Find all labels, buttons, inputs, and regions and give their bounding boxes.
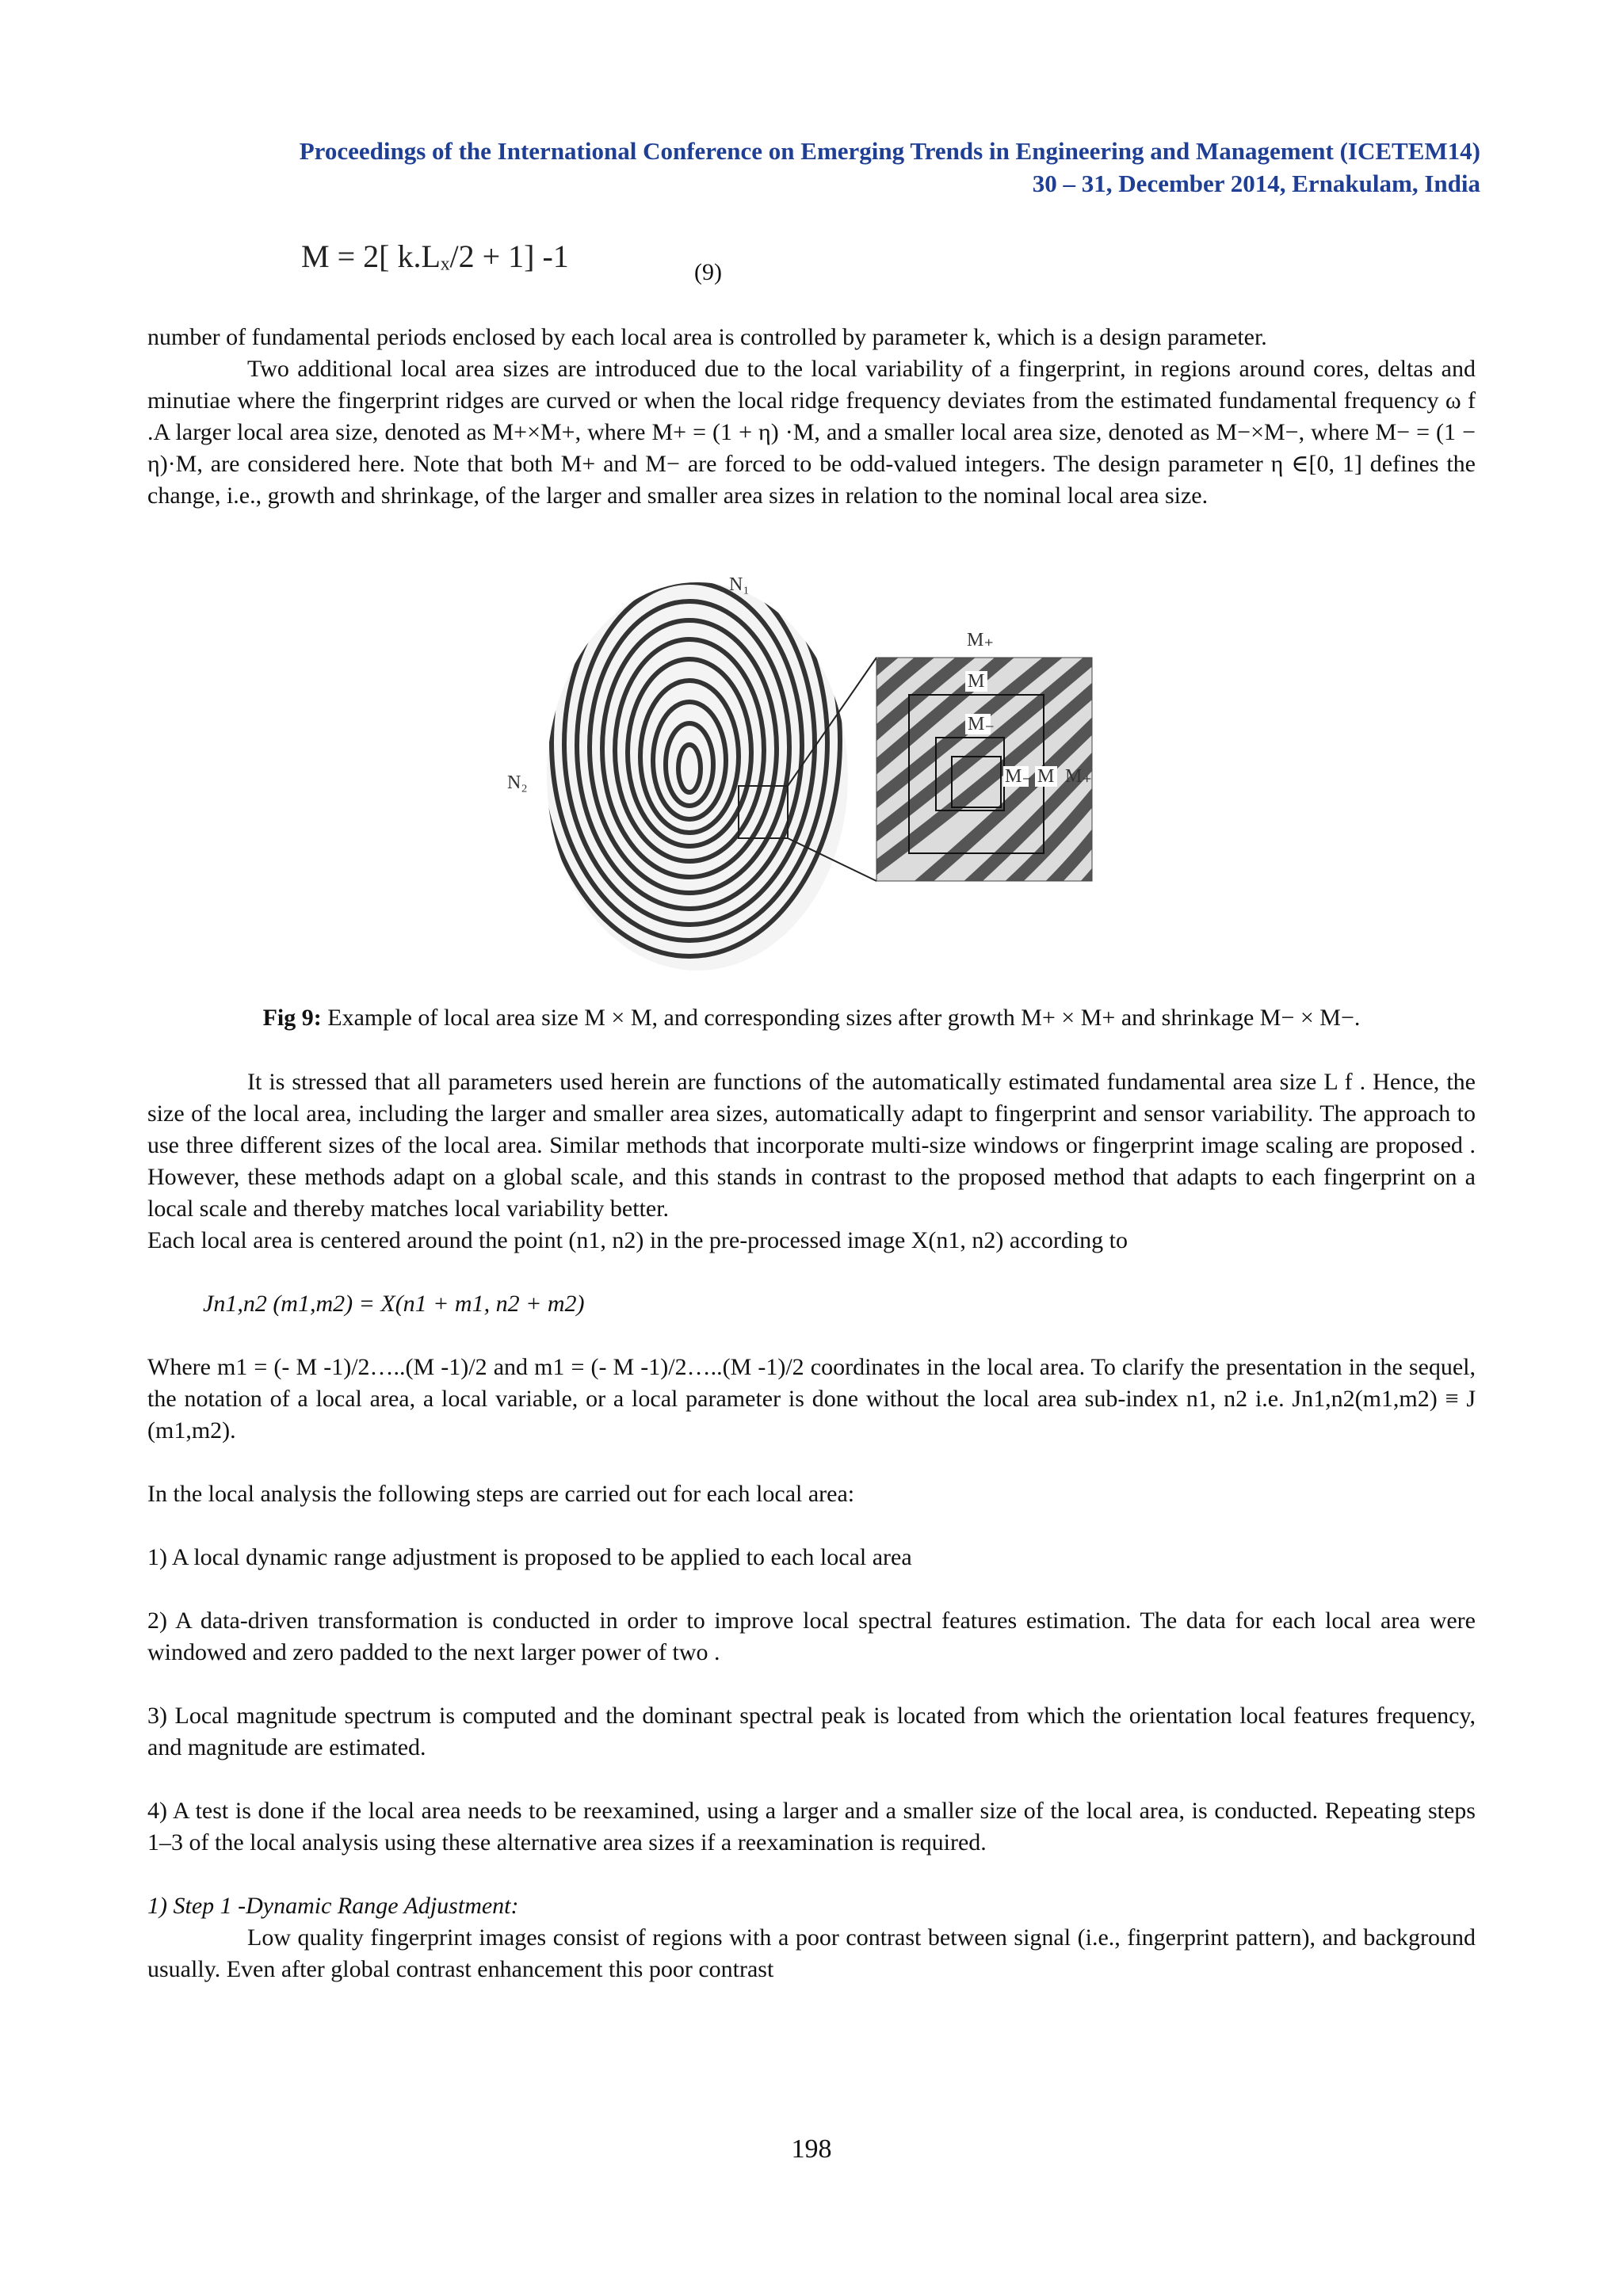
paragraph-7: Low quality fingerprint images consist of regions with a poor contrast between signal (i.e., fingerprint pattern), and background usually. Even after global contrast enhancement this poor contrast xyxy=(147,1924,1476,1982)
equation-9-number: (9) xyxy=(694,259,722,285)
paragraph-1: number of fundamental periods enclosed by each local area is controlled by parameter k, which is a design parameter. xyxy=(147,324,1267,350)
paragraph-2: Two additional local area sizes are introduced due to the local variability of a fingerprint, in regions around cores, deltas and minutiae where the fingerprint ridges are curved or when the local ridge frequency deviates from the estimated fundamental frequency ω f .A larger local area size, denoted as M+×M+, where M+ = (1 + η) ·M, and a smaller local area size, denoted as M−×M−, where M− = (1 − η)·M, are considered here. Note that both M+ and M− are forced to be odd-valued integers. The design parameter η ∈[0, 1] defines the change, i.e., growth and shrinkage, of the larger and smaller area sizes in relation to the nominal local area size. xyxy=(147,356,1476,509)
label-m-minus-top: M₋ xyxy=(968,714,995,734)
paragraph-3: It is stressed that all parameters used herein are functions of the automatically estimated fundamental area size L f . Hence, the size of the local area, including the larger and smaller area sizes, automatically adapt to fingerprint and sensor variability. The approach to use three different sizes of the local area. Similar methods that incorporate multi-size windows or fingerprint image scaling are proposed . However, these methods adapt on a global scale, and this stands in contrast to the proposed method that adapts to each fingerprint on a local scale and thereby matches local variability better. xyxy=(147,1069,1476,1222)
label-n1: N₁ xyxy=(729,574,750,595)
step-3: 3) Local magnitude spectrum is computed and the dominant spectral peak is located from which the orientation local features frequency, and magnitude are estimated. xyxy=(147,1703,1476,1760)
label-m-top: M xyxy=(968,671,985,692)
step-2: 2) A data-driven transformation is conducted in order to improve local spectral features estimation. The data for each local area were windowed and zero padded to the next larger power of two . xyxy=(147,1608,1476,1665)
header-line-2: 30 – 31, December 2014, Ernakulam, India xyxy=(1032,170,1480,197)
label-m-plus-side: M₊ xyxy=(1065,766,1093,787)
equation-j: Jn1,n2 (m1,m2) = X(n1 + m1, n2 + m2) xyxy=(203,1291,585,1317)
step-heading: 1) Step 1 -Dynamic Range Adjustment: xyxy=(147,1893,519,1919)
header-line-1: Proceedings of the International Conference on Emerging Trends in Engineering and Management (ICETEM14) xyxy=(299,137,1480,165)
label-m-minus-side: M₋ xyxy=(1005,766,1033,787)
step-4: 4) A test is done if the local area needs to be reexamined, using a larger and a smaller size of the local area, is conducted. Repeating steps 1–3 of the local analysis using these alternative area sizes if a reexamination is required. xyxy=(147,1798,1476,1855)
fingerprint-image xyxy=(539,566,856,978)
equation-9 xyxy=(301,238,569,275)
figure-caption xyxy=(147,1005,1476,1032)
text-block-bottom xyxy=(147,1066,1476,1985)
paragraph-5: Where m1 = (- M -1)/2…..(M -1)/2 and m1 = (- M -1)/2…..(M -1)/2 coordinates in the local area. To clarify the presentation in the sequel, the notation of a local area, a local variable, or a local parameter is done without the local area sub-index n1, n2 i.e. Jn1,n2(m1,m2) ≡ J (m1,m2). xyxy=(147,1354,1476,1444)
paragraph-4: Each local area is centered around the point (n1, n2) in the pre-processed image X(n1, n2) according to xyxy=(147,1227,1128,1253)
equation-9-text: M = 2[ k.Lₓ/2 + 1] -1 xyxy=(301,238,569,274)
caption-label: Fig 9: xyxy=(262,1005,322,1031)
step-1: 1) A local dynamic range adjustment is proposed to be applied to each local area xyxy=(147,1544,912,1570)
label-m-side: M xyxy=(1037,766,1055,787)
page-number: 198 xyxy=(791,2134,832,2164)
caption-text: Example of local area size M × M, and corresponding sizes after growth M+ × M+ and shrinkage M− × M−. xyxy=(327,1005,1361,1031)
label-m-plus-top: M₊ xyxy=(967,630,995,650)
fingerprint-figure xyxy=(491,566,1109,978)
figure-9 xyxy=(491,566,1109,978)
text-block-top xyxy=(147,322,1476,512)
label-n2: N₂ xyxy=(507,772,528,793)
paragraph-6: In the local analysis the following steps are carried out for each local area: xyxy=(147,1481,855,1507)
